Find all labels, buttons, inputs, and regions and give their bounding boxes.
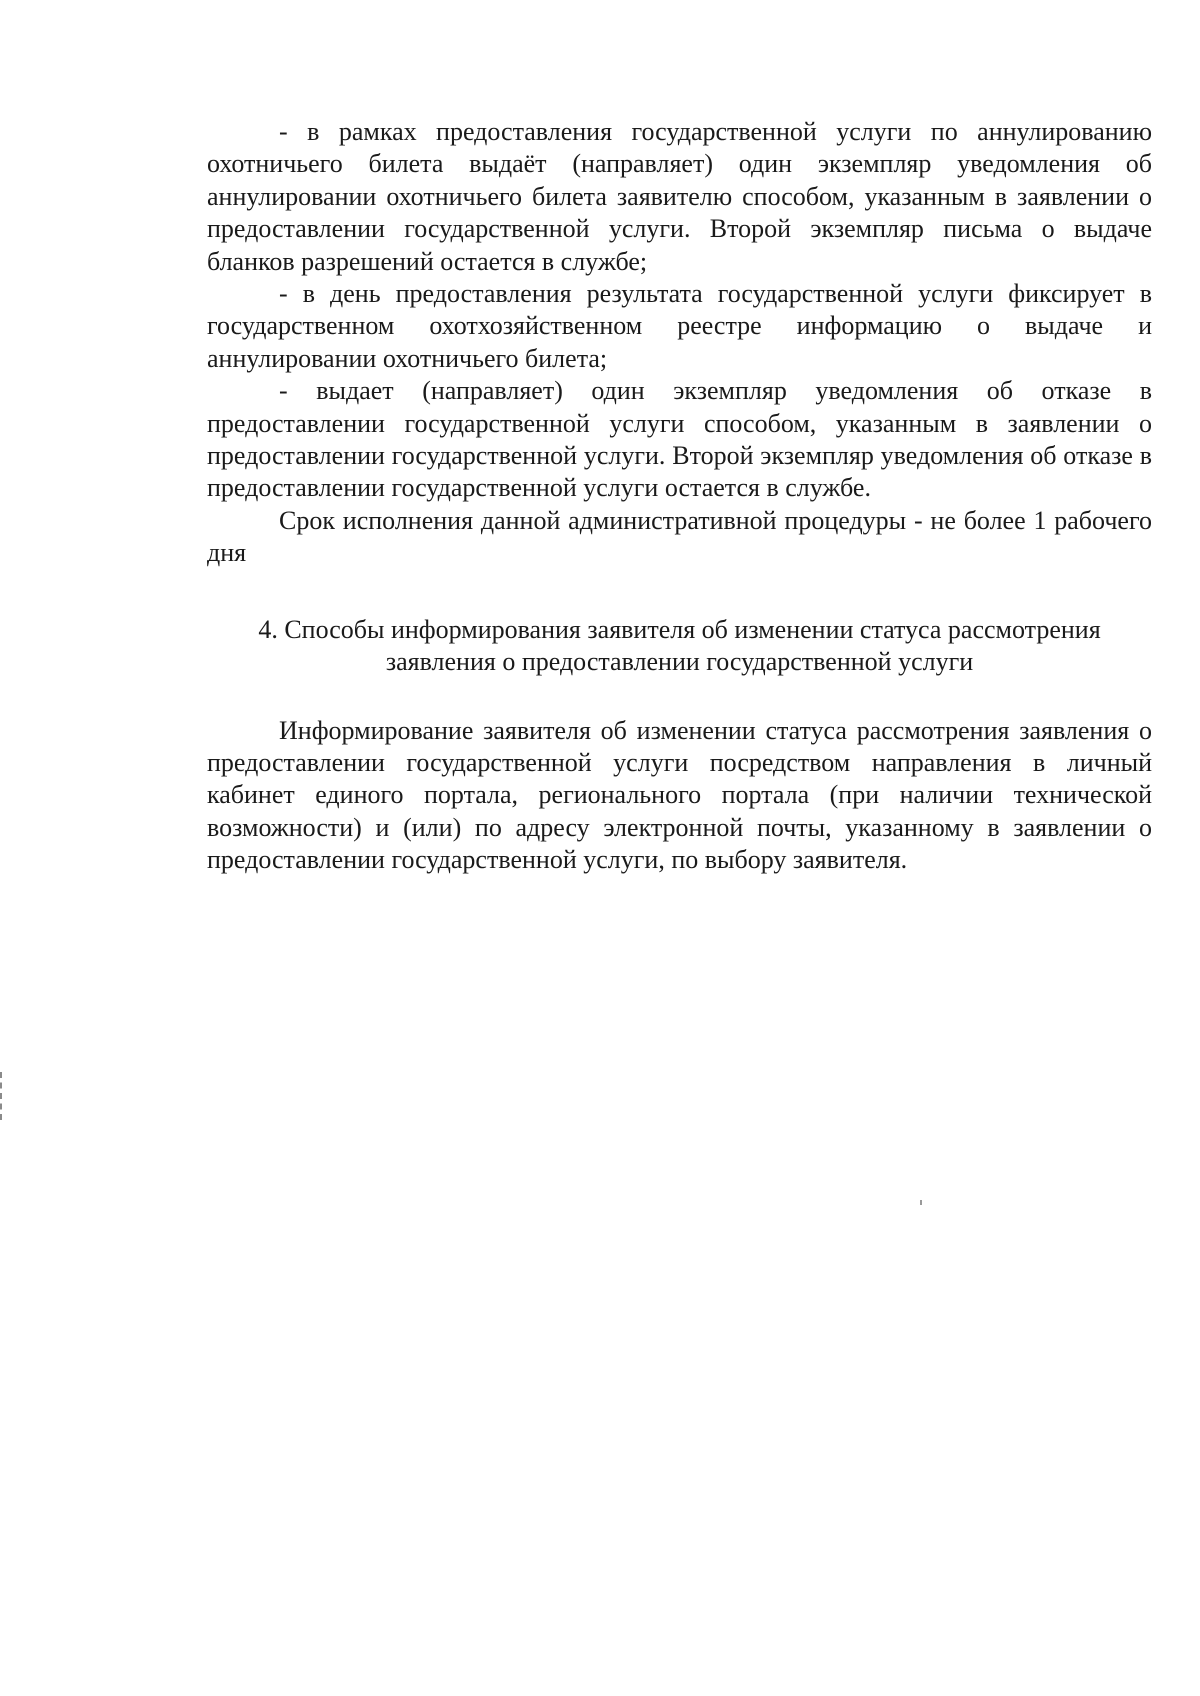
document-body (207, 116, 1152, 877)
paragraph-annulment-notice: - в рамках предоставления государственной услуги по аннулированию охотничьего билета выдаёт (направляет) один экземпляр уведомления об аннулировании охотничьего билета заявителю способом, указанным в заявлении о предоставлении государственной услуги. Второй экземпляр письма о выдаче бланков разрешений остается в службе; (207, 117, 1152, 276)
paragraph-informing-applicant: Информирование заявителя об изменении статуса рассмотрения заявления о предоставлении государственной услуги посредством направления в личный кабинет единого портала, регионального портала (при наличии технической возможности) и (или) по адресу электронной почты, указанному в заявлении о предоставлении государственной услуги, по выбору заявителя. (207, 715, 1152, 875)
section-title: 4. Способы информирования заявителя об изменении статуса рассмотрения заявления о предоставлении государственной услуги (258, 614, 1101, 677)
spacer (207, 570, 1152, 614)
paragraph-refusal-notice: - выдает (направляет) один экземпляр уведомления об отказе в предоставлении государственной услуги способом, указанным в заявлении о предоставлении государственной услуги. Второй экземпляр уведомления об отказе в предоставлении государственной услуги остается в службе. (207, 376, 1152, 503)
paragraph-registry-entry: - в день предоставления результата государственной услуги фиксирует в государственном охотхозяйственном реестре информацию о выдаче и аннулировании охотничьего билета; (207, 279, 1152, 373)
spacer (207, 679, 1152, 715)
scan-edge-mark (0, 1072, 4, 1120)
scan-speck (920, 1200, 922, 1205)
paragraph-procedure-deadline: Срок исполнения данной административной процедуры - не более 1 рабочего дня (207, 505, 1152, 568)
